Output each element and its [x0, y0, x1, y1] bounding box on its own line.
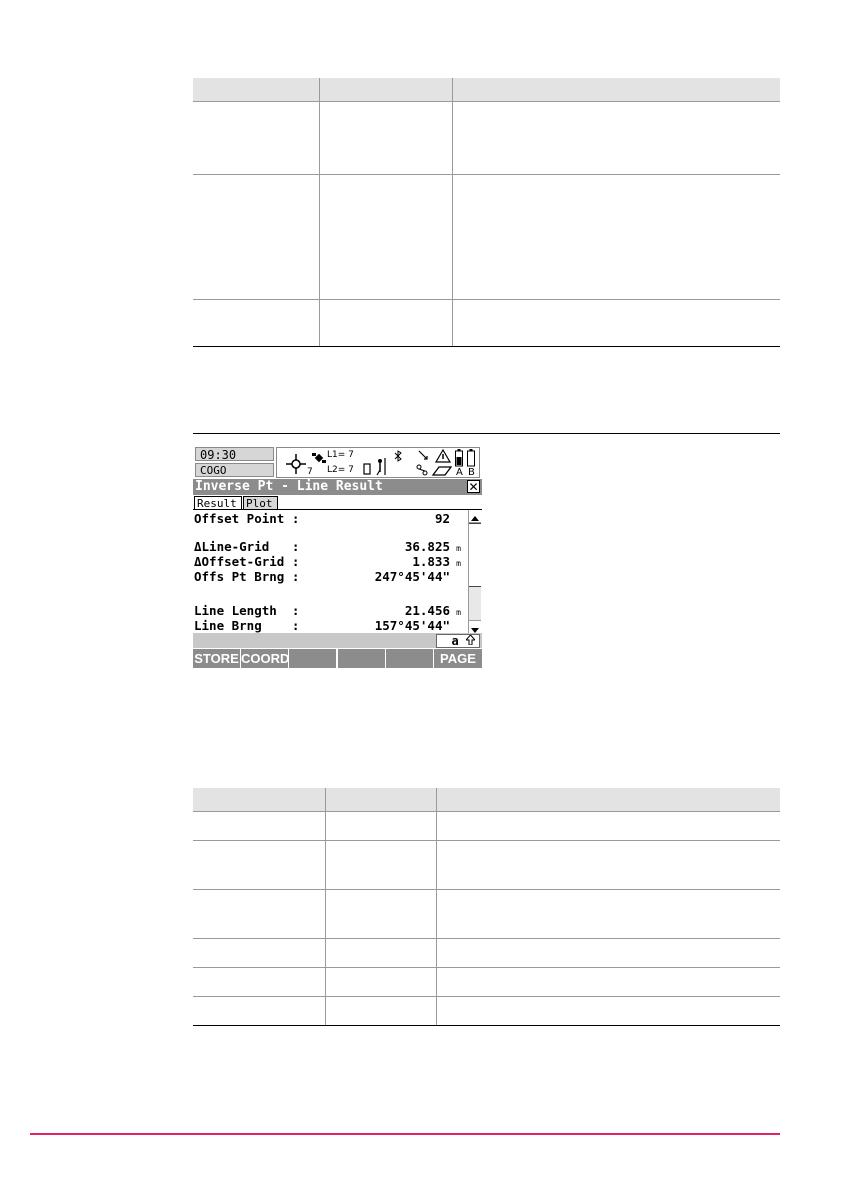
- field-offset-point-bearing[interactable]: [193, 570, 468, 584]
- field-delta-line-grid[interactable]: [193, 540, 468, 554]
- input-mode-indicator: [436, 634, 480, 648]
- scrollbar[interactable]: [468, 510, 481, 633]
- tab-bar: [193, 495, 482, 510]
- table-row: [193, 812, 780, 841]
- table-cell: [193, 890, 325, 939]
- l2-indicator: L2= 7: [327, 465, 354, 475]
- field-delta-offset-grid[interactable]: [193, 555, 468, 569]
- battery-b-icon: [467, 449, 475, 467]
- satellite-icon: [312, 451, 326, 465]
- field-value: 1.833: [412, 554, 450, 569]
- field-unit: m: [456, 559, 461, 568]
- table-header-cell: [193, 788, 325, 812]
- field-value: 92: [434, 511, 450, 526]
- page-button[interactable]: PAGE: [434, 649, 482, 668]
- softkey-3[interactable]: [289, 649, 336, 668]
- card-icon: [431, 465, 453, 477]
- battery-a-icon: [455, 449, 463, 467]
- table-row: [193, 968, 780, 997]
- table-row: [193, 890, 780, 939]
- field-label: Offset Point :: [194, 511, 300, 526]
- table-cell: [325, 939, 436, 968]
- table-cell: [325, 968, 436, 997]
- table-cell: [325, 812, 436, 841]
- table-cell: [436, 939, 780, 968]
- dialog-title-bar: [193, 479, 482, 495]
- store-button[interactable]: STORE: [194, 651, 239, 666]
- table-cell: [436, 890, 780, 939]
- table-cell: [193, 997, 325, 1026]
- table-cell: [436, 841, 780, 890]
- table-cell: [193, 300, 319, 347]
- field-value: 157°45'44": [374, 618, 450, 633]
- field-value: 36.825: [404, 539, 450, 554]
- table-cell: [452, 300, 780, 347]
- field-value: 247°45'44": [374, 569, 450, 584]
- dialog-title: Inverse Pt - Line Result: [195, 479, 383, 494]
- field-value: 21.456: [404, 603, 450, 618]
- table-cell: [193, 939, 325, 968]
- field-label: Line Length :: [194, 603, 300, 618]
- table-row: [193, 997, 780, 1026]
- table-cell: [193, 175, 319, 300]
- field-label: ΔLine-Grid :: [194, 539, 300, 554]
- status-bar: [193, 446, 482, 479]
- scroll-up-button[interactable]: [469, 510, 481, 523]
- table-cell: [325, 997, 436, 1026]
- table-header-cell: [325, 788, 436, 812]
- crosshair-icon: [286, 454, 306, 474]
- memory-icon: [434, 449, 452, 463]
- field-offset-point[interactable]: [193, 512, 468, 526]
- bluetooth-icon: [394, 450, 402, 462]
- status-icons: [276, 447, 480, 478]
- table-cell: [319, 300, 452, 347]
- clock: 09:30: [195, 447, 274, 461]
- field-unit: m: [456, 544, 461, 553]
- table-cell: [319, 175, 452, 300]
- device-screen: [193, 446, 482, 668]
- table-row: [193, 300, 780, 347]
- field-label: ΔOffset-Grid :: [194, 554, 300, 569]
- field-label: Line Brng :: [194, 618, 300, 633]
- field-line-length[interactable]: [193, 604, 468, 618]
- footer-rule: [30, 1133, 780, 1135]
- table-cell: [193, 812, 325, 841]
- app-name: COGO: [195, 463, 274, 477]
- table-header-row: [193, 788, 780, 812]
- table-row: [193, 102, 780, 175]
- table-row: [193, 939, 780, 968]
- l1-indicator: L1= 7: [327, 450, 354, 460]
- result-list: [193, 510, 468, 633]
- table-row: [193, 175, 780, 300]
- coord-button[interactable]: COORD: [241, 651, 290, 666]
- table-header-cell: [452, 78, 780, 102]
- tab-plot[interactable]: Plot: [243, 496, 278, 509]
- bottom-table: [193, 788, 780, 1026]
- rover-icon: [363, 458, 389, 476]
- input-mode-label: a: [451, 634, 459, 648]
- radio-icon: [416, 464, 428, 476]
- section-divider: [193, 433, 780, 434]
- battery-b-label: B: [468, 467, 475, 478]
- close-button[interactable]: [467, 480, 480, 493]
- satellite-count: 7: [307, 467, 313, 477]
- table-header-cell: [193, 78, 319, 102]
- entry-bar: [193, 633, 482, 648]
- close-icon: ✕: [468, 480, 479, 494]
- table-cell: [452, 175, 780, 300]
- table-cell: [193, 102, 319, 175]
- battery-a-label: A: [456, 467, 463, 478]
- table-header-cell: [436, 788, 780, 812]
- table-cell: [436, 968, 780, 997]
- table-cell: [193, 841, 325, 890]
- shift-arrow-icon: [466, 635, 475, 645]
- table-cell: [325, 841, 436, 890]
- table-row: [193, 841, 780, 890]
- table-header-cell: [319, 78, 452, 102]
- table-header-row: [193, 78, 780, 102]
- field-line-bearing[interactable]: [193, 619, 468, 633]
- table-cell: [193, 968, 325, 997]
- table-cell: [325, 890, 436, 939]
- scroll-thumb[interactable]: [469, 523, 481, 587]
- table-cell: [319, 102, 452, 175]
- table-cell: [452, 102, 780, 175]
- scroll-down-button[interactable]: [469, 620, 481, 633]
- table-cell: [436, 812, 780, 841]
- link-icon: [418, 450, 428, 460]
- field-unit: m: [456, 608, 461, 617]
- tab-result[interactable]: Result: [194, 496, 242, 509]
- softkey-5[interactable]: [386, 649, 433, 668]
- softkey-bar: [193, 649, 482, 668]
- field-label: Offs Pt Brng :: [194, 569, 300, 584]
- table-cell: [436, 997, 780, 1026]
- top-table: [193, 78, 780, 347]
- softkey-4[interactable]: [338, 649, 385, 668]
